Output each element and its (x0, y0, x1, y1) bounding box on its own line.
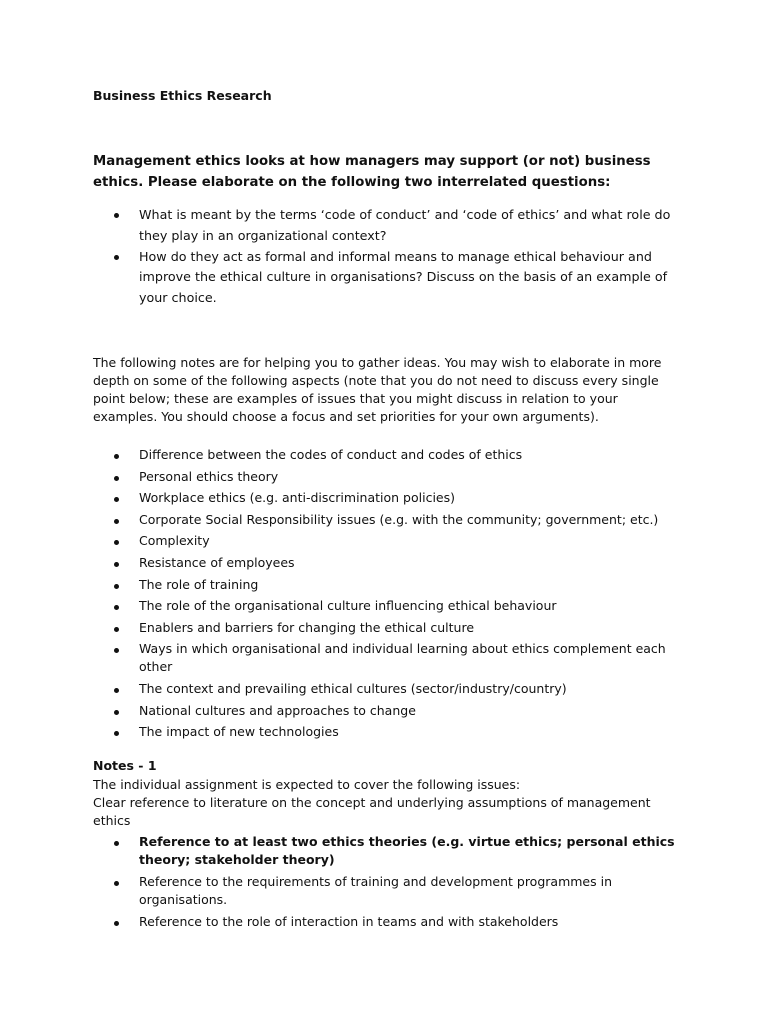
notes-item: Reference to at least two ethics theories (e.g. virtue ethics; personal ethics theory; stakeholder theory) (93, 833, 683, 869)
notes-line: Clear reference to literature on the concept and underlying assumptions of management ethics (93, 794, 651, 828)
notes-item: Reference to the requirements of training and development programmes in organisations. (93, 873, 683, 909)
aspect-item: Corporate Social Responsibility issues (e.g. with the community; government; etc.) (93, 511, 683, 529)
aspect-item: The role of training (93, 576, 683, 594)
document-title: Business Ethics Research (93, 88, 272, 103)
aspects-list (93, 446, 683, 745)
guidance-paragraph: The following notes are for helping you to gather ideas. You may wish to elaborate in more depth on some of the following aspects (note that you do not need to discuss every single point below; these are examples of issues that you might discuss in relation to your examples. You should choose a focus and set priorities for your own arguments). (93, 355, 662, 424)
aspect-item: National cultures and approaches to change (93, 702, 683, 720)
aspect-item: Enablers and barriers for changing the ethical culture (93, 619, 683, 637)
aspect-item: Workplace ethics (e.g. anti-discrimination policies) (93, 489, 683, 507)
aspect-item: Personal ethics theory (93, 468, 683, 486)
notes-heading: Notes - 1 (93, 758, 157, 773)
intro-paragraph: Management ethics looks at how managers may support (or not) business ethics. Please elaborate on the following two interrelated questions: (93, 154, 651, 190)
aspect-item: Resistance of employees (93, 554, 683, 572)
notes-list (93, 833, 683, 935)
questions-list (93, 205, 683, 309)
aspect-item: Difference between the codes of conduct and codes of ethics (93, 446, 683, 464)
question-item: How do they act as formal and informal means to manage ethical behaviour and improve the ethical culture in organisations? Discuss on the basis of an example of your choice. (93, 247, 683, 309)
aspect-item: Ways in which organisational and individual learning about ethics complement each other (93, 640, 683, 676)
aspect-item: The context and prevailing ethical cultures (sector/industry/country) (93, 680, 683, 698)
aspect-item: Complexity (93, 532, 683, 550)
notes-item: Reference to the role of interaction in teams and with stakeholders (93, 913, 683, 931)
aspect-item: The role of the organisational culture influencing ethical behaviour (93, 597, 683, 615)
notes-line: The individual assignment is expected to cover the following issues: (93, 777, 521, 792)
notes-body (93, 776, 683, 829)
question-item: What is meant by the terms ‘code of conduct’ and ‘code of ethics’ and what role do they play in an organizational context? (93, 205, 683, 247)
aspect-item: The impact of new technologies (93, 723, 683, 741)
